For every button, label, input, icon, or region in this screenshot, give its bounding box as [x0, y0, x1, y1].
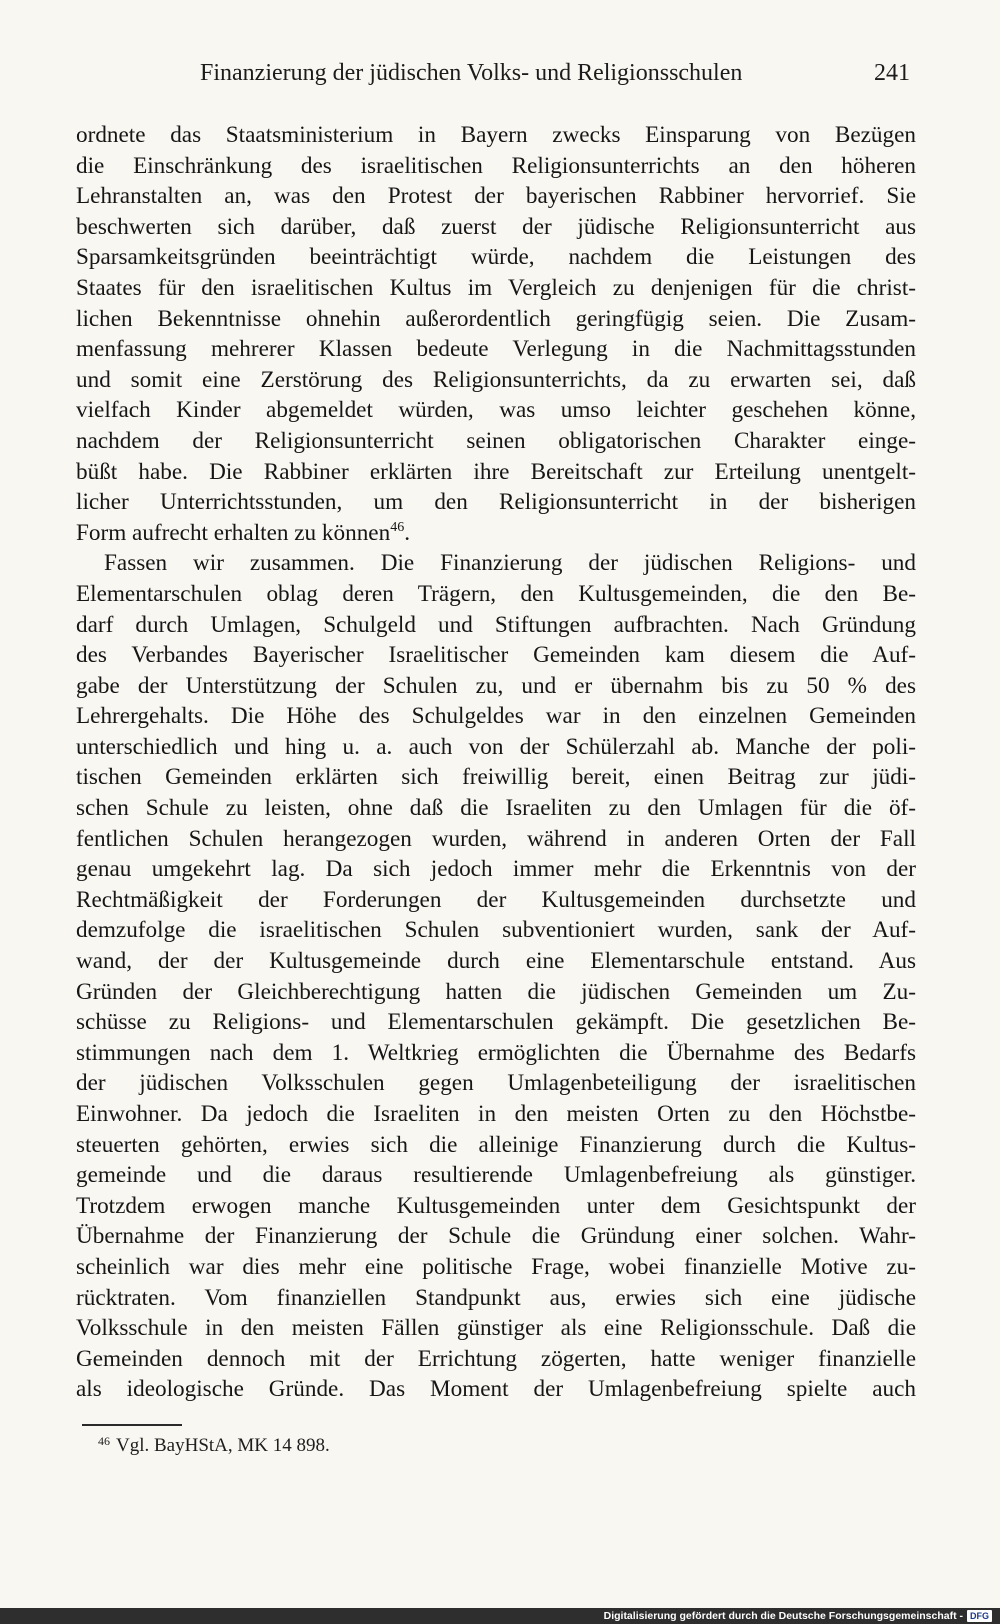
text-line: wand, der der Kultusgemeinde durch eine Elementarschule entstand. Aus — [76, 948, 916, 975]
footnote-reference[interactable]: 46 — [390, 519, 405, 535]
text-line: Volksschule in den meisten Fällen günstiger als eine Religionsschule. Daß die — [76, 1315, 916, 1342]
text-line: Sparsamkeitsgründen beeinträchtigt würde, nachdem die Leistungen des — [76, 244, 916, 271]
text-line: büßt habe. Die Rabbiner erklärten ihre Bereitschaft zur Erteilung unentgelt- — [76, 458, 916, 485]
text-line: rücktraten. Vom finanziellen Standpunkt aus, erwies sich eine jüdische — [76, 1284, 916, 1311]
funding-credit — [604, 1608, 992, 1624]
text-line: gemeinde und die daraus resultierende Umlagenbefreiung als günstiger. — [76, 1162, 916, 1189]
page-number: 241 — [874, 60, 910, 86]
text-line: Lehranstalten an, was den Protest der bayerischen Rabbiner hervorrief. Sie — [76, 183, 916, 210]
text-line: steuerten gehörten, erwies sich die alleinige Finanzierung durch die Kultus- — [76, 1131, 916, 1158]
footnote-divider — [82, 1424, 182, 1426]
text-line: vielfach Kinder abgemeldet würden, was umso leichter geschehen könne, — [76, 397, 916, 424]
text-line: der jüdischen Volksschulen gegen Umlagenbeteiligung der israelitischen — [76, 1070, 916, 1097]
running-head — [200, 60, 910, 96]
text-line: gabe der Unterstützung der Schulen zu, und er übernahm bis zu 50 % des — [76, 672, 916, 699]
text-line: tischen Gemeinden erklärten sich freiwillig bereit, einen Beitrag zur jüdi- — [76, 764, 916, 791]
footnote — [98, 1434, 330, 1457]
text-line: ordnete das Staatsministerium in Bayern zwecks Einsparung von Bezügen — [76, 122, 916, 148]
footnote-text: Vgl. BayHStA, MK 14 898. — [116, 1435, 330, 1456]
text-line: fentlichen Schulen herangezogen wurden, während in anderen Orten der Fall — [76, 825, 916, 852]
text-line: schen Schule zu leisten, ohne daß die Israeliten zu den Umlagen für die öf- — [76, 795, 916, 822]
paragraph-summary — [76, 548, 916, 1405]
text-line: menfassung mehrerer Klassen bedeute Verlegung in die Nachmittagsstunden — [76, 336, 916, 363]
text-line: Einwohner. Da jedoch die Israeliten in den meisten Orten zu den Höchstbe- — [76, 1101, 916, 1127]
body-text — [76, 120, 916, 1405]
footnote-number: 46 — [98, 1434, 110, 1448]
text-line: nachdem der Religionsunterricht seinen obligatorischen Charakter einge- — [76, 427, 916, 454]
text-line: Gründen der Gleichberechtigung hatten die jüdischen Gemeinden um Zu- — [76, 978, 916, 1005]
text-line: Rechtmäßigkeit der Forderungen der Kultusgemeinden durchsetzte und — [76, 886, 916, 913]
text-line: demzufolge die israelitischen Schulen subventioniert wurden, sank der Auf- — [76, 917, 916, 944]
text-line: Fassen wir zusammen. Die Finanzierung der jüdischen Religions- und — [104, 550, 916, 577]
text-line: genau umgekehrt lag. Da sich jedoch immer mehr die Erkenntnis von der — [76, 856, 916, 883]
text-line: als ideologische Gründe. Das Moment der Umlagenbefreiung spielte auch — [76, 1376, 916, 1403]
text-line: Gemeinden dennoch mit der Errichtung zögerten, hatte weniger finanzielle — [76, 1345, 916, 1372]
running-title: Finanzierung der jüdischen Volks- und Religionsschulen — [200, 60, 743, 86]
text-line: die Einschränkung des israelitischen Religionsunterrichts an den höheren — [76, 152, 916, 179]
text-line: licher Unterrichtsstunden, um den Religionsunterricht in der bisherigen — [76, 489, 916, 516]
text-fragment: . — [404, 519, 410, 546]
text-line: beschwerten sich darüber, daß zuerst der jüdische Religionsunterricht aus — [76, 213, 916, 240]
text-line: scheinlich war dies mehr eine politische Frage, wobei finanzielle Motive zu- — [76, 1253, 916, 1280]
dfg-logo: DFG — [967, 1610, 992, 1622]
text-line: und somit eine Zerstörung des Religionsunterrichts, da zu erwarten sei, daß — [76, 366, 916, 393]
text-line: Trotzdem erwogen manche Kultusgemeinden unter dem Gesichtspunkt der — [76, 1192, 916, 1219]
text-line-last — [76, 518, 916, 549]
text-line: Übernahme der Finanzierung der Schule die Gründung einer solchen. Wahr- — [76, 1223, 916, 1250]
text-line: Staates für den israelitischen Kultus im Vergleich zu denjenigen für die christ- — [76, 274, 916, 301]
text-line: des Verbandes Bayerischer Israelitischer Gemeinden kam diesem die Auf- — [76, 642, 916, 669]
credit-text: Digitalisierung gefördert durch die Deutsche Forschungsgemeinschaft - — [603, 1610, 963, 1622]
text-line: Elementarschulen oblag deren Trägern, den Kultusgemeinden, die den Be- — [76, 580, 916, 607]
text-line: unterschiedlich und hing u. a. auch von der Schülerzahl ab. Manche der poli- — [76, 733, 916, 760]
text-line: Lehrergehalts. Die Höhe des Schulgeldes war in den einzelnen Gemeinden — [76, 703, 916, 730]
text-line: lichen Bekenntnisse ohnehin außerordentlich geringfügig seien. Die Zusam- — [76, 305, 916, 332]
text-line: schüsse zu Religions- und Elementarschulen gekämpft. Die gesetzlichen Be- — [76, 1009, 916, 1036]
text-line: stimmungen nach dem 1. Weltkrieg ermöglichten die Übernahme des Bedarfs — [76, 1039, 916, 1066]
paragraph-continued — [76, 120, 916, 548]
text-line: darf durch Umlagen, Schulgeld und Stiftungen aufbrachten. Nach Gründung — [76, 611, 916, 638]
text-fragment: Form aufrecht erhalten zu können — [76, 519, 391, 546]
